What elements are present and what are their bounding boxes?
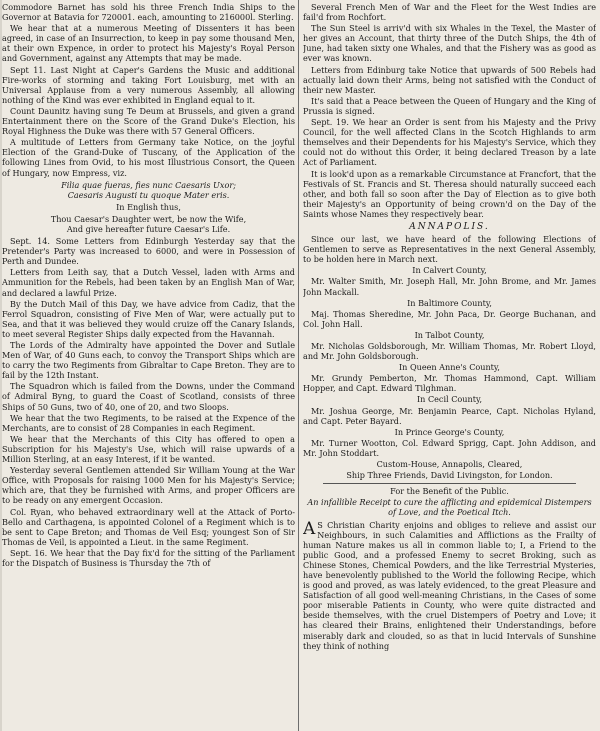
recipe-title: An infallible Receipt to cure the afflicting and epidemical Distempers of Love, and the Poetical Itch.: [307, 497, 592, 518]
county-heading: In Calvert County,: [412, 265, 487, 276]
news-paragraph: Several French Men of War and the Fleet for the West Indies are fail'd from Rochfort.: [303, 2, 596, 23]
county-heading: In Cecil County,: [416, 394, 483, 405]
county-heading: In Queen Anne's County,: [398, 362, 501, 373]
english-verse: [2, 214, 295, 234]
left-column: [2, 2, 295, 729]
county-members: Mr. Nicholas Goldsborough, Mr. William Thomas, Mr. Robert Lloyd, and Mr. John Goldsborough.: [303, 341, 596, 362]
news-paragraph: Col. Ryan, who behaved extraordinary well at the Attack of Porto-Bello and Carthagena, is appointed Colonel of a Regiment which is to be sent to Cape Breton; and Thomas de Veil Esq; youngest Son of Sir Thomas de Veil, is appointed a Lieut. in the same Regiment.: [2, 506, 295, 547]
news-paragraph: Yesterday several Gentlemen attended Sir William Young at the War Office, with Proposals for raising 1000 Men for his Majesty's Service; which are, that they be furnished with Arms, and proper Officers are to be ready on any emergent Occasion.: [2, 465, 295, 506]
in-english-label: In English thus,: [116, 201, 181, 212]
news-paragraph: It is look'd upon as a remarkable Circumstance at Francfort, that the Festivals of St. Francis and St. Theresa should naturally succeed each other, and both fall so soon after the Day of Election as to give both their Majesty's an Opportunity of being crown'd on the Day of the Saints whose Names they respectively bear.: [303, 168, 596, 219]
public-benefit-heading: For the Benefit of the Public.: [390, 486, 509, 497]
latin-line: Caesaris Augusti tu quoque Mater eris.: [67, 189, 230, 200]
news-paragraph: By the Dutch Mail of this Day, we have advice from Cadiz, that the Ferrol Squadron, consisting of Five Men of War, were actually put to Sea, and that it was believed they would cruize off the Canary Islands, to meet several Register Ships daily expected from the Havannah.: [2, 298, 295, 339]
custom-house-heading: Custom-House, Annapolis, Cleared,: [376, 459, 523, 470]
news-paragraph: The Squadron which is failed from the Downs, under the Command of Admiral Byng, to guard the Coast of Scotland, consists of three Ships of 50 Guns, two of 40, one of 20, and two Sloops.: [2, 381, 295, 412]
recipe-text: S Christian Charity enjoins and obliges to relieve and assist our Neighbours, in such Calamities and Afflictions as the Frailty of human Nature makes us all in common liable to; I, a Friend to the public Good, and a professed Enemy to secret Broking, such as Chinese Stones, Chemical Powders, and the like Terrestrial Mysteries, have benevolently published to the World the following Recipe, which is good and proved, as was lately evidenced, to the great Pleasure and Satisfaction of all good well-meaning Christians, in the Cases of some poor miserable Patients in County, who were quite distracted and beside themselves, with the cruel Distempers of Poetry and Love; it has cleared their Brains, enlightened their Understandings, before miserably dark and clouded, so as that in lucid Intervals of Sunshine they think of nothing: [303, 519, 596, 651]
news-paragraph: We hear that at a numerous Meeting of Dissenters it has been agreed, in case of an Insurrection, to keep in pay some thousand Men, at their own Expence, in order to protect his Majesty's Royal Person and Government, against any Attempts that may be made.: [2, 23, 295, 64]
news-paragraph: Letters from Leith say, that a Dutch Vessel, laden with Arms and Ammunition for the Rebels, had been taken by an English Man of War, and declared a lawful Prize.: [2, 267, 295, 298]
news-paragraph: Sept. 14. Some Letters from Edinburgh Yesterday say that the Pretender's Party was increased to 6000, and were in Possession of Perth and Dundee.: [2, 236, 295, 267]
county-members: Maj. Thomas Sheredine, Mr. John Paca, Dr. George Buchanan, and Col. John Hall.: [303, 308, 596, 329]
news-paragraph: The Lords of the Admiralty have appointed the Dover and Sutlale Men of War, of 40 Guns each, to convoy the Transport Ships which are to carry the two Regiments from Gibraltar to Cape Breton. They are to fail by the 12th Instant.: [2, 340, 295, 381]
news-paragraph: Since our last, we have heard of the following Elections of Gentlemen to serve as Representatives in the next General Assembly, to be holden here in March next.: [303, 234, 596, 265]
recipe-paragraph: [303, 520, 596, 651]
ship-cleared: Ship Three Friends, David Livingston, for London.: [346, 470, 553, 481]
english-line: And give hereafter future Caesar's Life.: [66, 223, 231, 234]
county-members: Mr. Grundy Pemberton, Mr. Thomas Hammond, Capt. William Hopper, and Capt. Edward Tilghman.: [303, 373, 596, 394]
county-heading: In Talbot County,: [414, 329, 485, 340]
latin-line: Filia quae fueras, fies nunc Caesaris Uxor;: [61, 179, 236, 190]
latin-verse: [2, 180, 295, 200]
news-paragraph: Sept. 16. We hear that the Day fix'd for the sitting of the Parliament for the Dispatch of Business is Thursday the 7th of: [2, 547, 295, 568]
county-heading: In Prince George's County,: [394, 426, 505, 437]
county-members: Mr. Joshua George, Mr. Benjamin Pearce, Capt. Nicholas Hyland, and Capt. Peter Bayard.: [303, 405, 596, 426]
news-paragraph: Commodore Barnet has sold his three French India Ships to the Governor at Batavia for 720001. each, amounting to 216000l. Sterling.: [2, 2, 295, 23]
annapolis-heading: ANNAPOLIS.: [409, 221, 490, 232]
county-members: Mr. Turner Wootton, Col. Edward Sprigg, Capt. John Addison, and Mr. John Stoddart.: [303, 437, 596, 458]
news-paragraph: A multitude of Letters from Germany take Notice, on the joyful Election of the Grand-Duke of Tuscany, of the Application of the following Lines from Ovid, to his most Illustrious Consort, the Queen of Hungary, now Empress, viz.: [2, 137, 295, 178]
section-divider: [323, 483, 576, 484]
county-members: Mr. Walter Smith, Mr. Joseph Hall, Mr. John Brome, and Mr. James John Mackall.: [303, 276, 596, 297]
news-paragraph: It's said that a Peace between the Queen of Hungary and the King of Prussia is signed.: [303, 95, 596, 116]
news-paragraph: The Sun Steel is arriv'd with six Whales in the Texel, the Master of her gives an Account, that thirty three of the Dutch Ships, the 4th of June, had taken sixty one Whales, and that the Fishery was as good as ever was known.: [303, 23, 596, 64]
right-column: [303, 2, 596, 729]
english-line: Thou Caesar's Daughter wert, be now the Wife,: [50, 213, 247, 224]
news-paragraph: We hear that the two Regiments, to be raised at the Expence of the Merchants, are to consist of 28 Companies in each Regiment.: [2, 412, 295, 433]
news-paragraph: Sept. 19. We hear an Order is sent from his Majesty and the Privy Council, for the well affected Clans in the Scotch Highlands to arm themselves and their Dependents for his Majesty's Service, which they could not do without this Order, it being declared Treason by a late Act of Parliament.: [303, 117, 596, 168]
drop-cap: A: [303, 518, 316, 539]
news-paragraph: Count Daunitz having sung Te Deum at Brussels, and given a grand Entertainment there on the Score of the Grand Duke's Election, his Royal Highness the Duke was there with 57 General Officers.: [2, 105, 295, 137]
news-paragraph: Letters from Edinburg take Notice that upwards of 500 Rebels had actually laid down their Arms, being not satisfied with the Conduct of their new Master.: [303, 64, 596, 95]
column-divider: [298, 0, 299, 731]
county-heading: In Baltimore County,: [407, 297, 492, 308]
news-paragraph: We hear that the Merchants of this City has offered to open a Subscription for his Majesty's Use, which will raise upwards of a Million Sterling, at an easy Interest, if it be wanted.: [2, 433, 295, 465]
news-paragraph: Sept 11. Last Night at Caper's Gardens the Music and additional Fire-works of storming and taking Fort Louisburg, met with an Universal Applause from a very numerous Assembly, all allowing nothing of the Kind was ever exhibited in England equal to it.: [2, 64, 295, 105]
